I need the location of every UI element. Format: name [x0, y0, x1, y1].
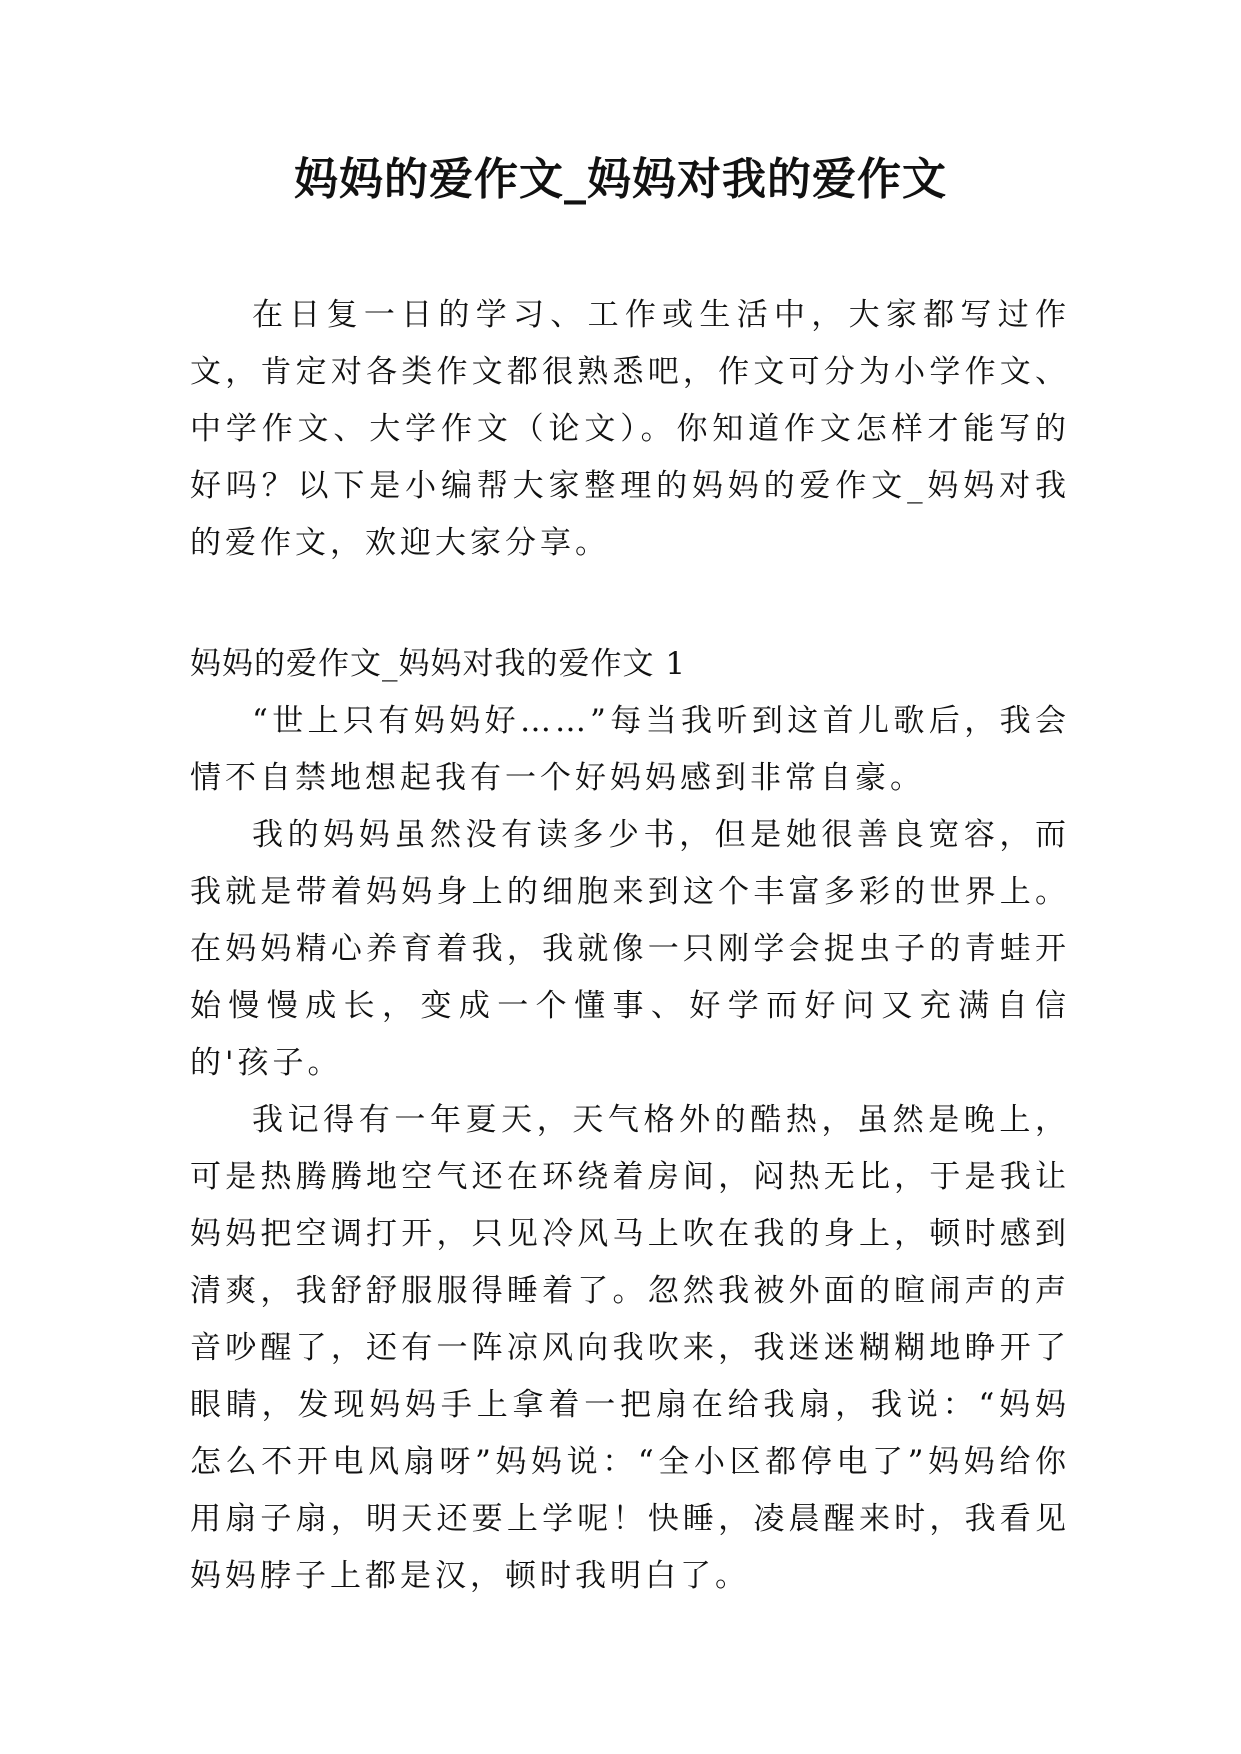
intro-paragraph: 在日复一日的学习、工作或生活中，大家都写过作文，肯定对各类作文都很熟悉吧，作文可分为小学作文、中学作文、大学作文（论文）。你知道作文怎样才能写的好吗？以下是小编帮大家整理的妈妈的爱作文_妈妈对我的爱作文，欢迎大家分享。 — [190, 297, 1070, 561]
body-paragraph-1: “世上只有妈妈好……”每当我听到这首儿歌后，我会情不自禁地想起我有一个好妈妈感到非常自豪。 — [190, 703, 1070, 796]
section-heading: 妈妈的爱作文_妈妈对我的爱作文 1 — [190, 646, 687, 682]
spacer — [190, 572, 1070, 636]
body-paragraph-2: 我的妈妈虽然没有读多少书，但是她很善良宽容，而我就是带着妈妈身上的细胞来到这个丰富多彩的世界上。在妈妈精心养育着我，我就像一只刚学会捉虫子的青蛙开始慢慢成长，变成一个懂事、好学而好问又充满自信的'孩子。 — [190, 817, 1070, 1081]
body-paragraph-3: 我记得有一年夏天，天气格外的酷热，虽然是晚上，可是热腾腾地空气还在环绕着房间，闷热无比，于是我让妈妈把空调打开，只见冷风马上吹在我的身上，顿时感到清爽，我舒舒服服得睡着了。忽然我被外面的暄闹声的声音吵醒了，还有一阵凉风向我吹来，我迷迷糊糊地睁开了眼睛，发现妈妈手上拿着一把扇在给我扇，我说：“妈妈怎么不开电风扇呀”妈妈说：“全小区都停电了”妈妈给你用扇子扇，明天还要上学呢！快睡，凌晨醒来时，我看见妈妈脖子上都是汉，顿时我明白了。 — [190, 1102, 1070, 1594]
document-body — [190, 287, 1070, 1605]
document-title: 妈妈的爱作文_妈妈对我的爱作文 — [294, 154, 947, 205]
